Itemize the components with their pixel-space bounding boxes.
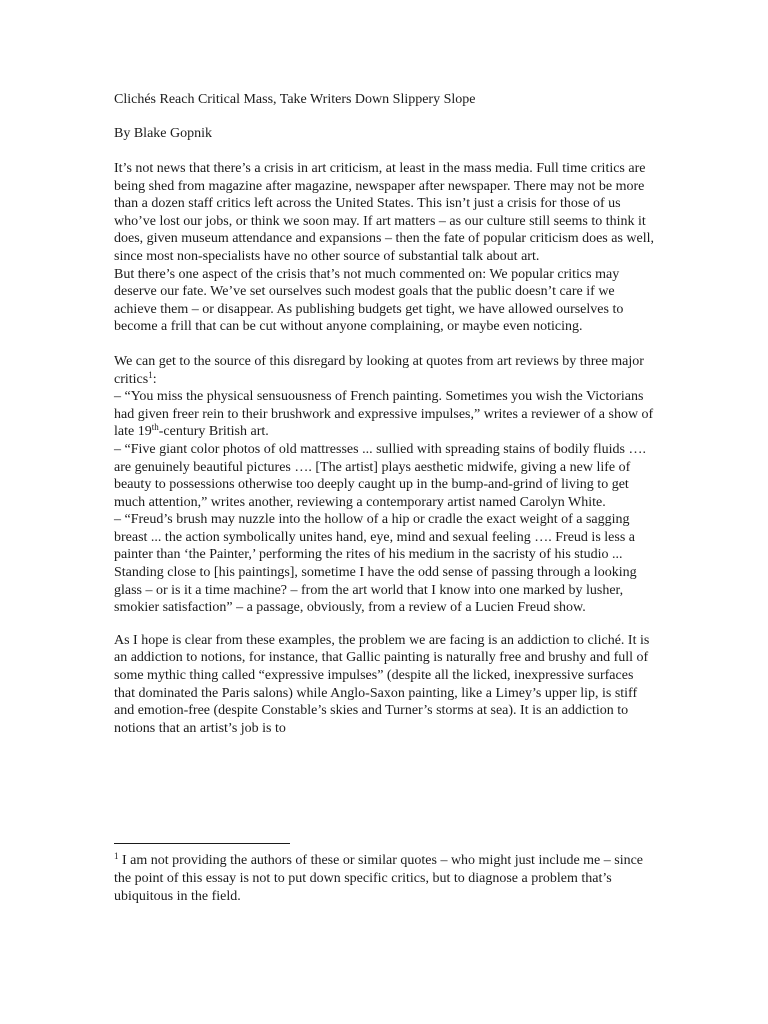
quote-1-superscript: th (151, 422, 159, 433)
paragraph-3-end: : (152, 371, 157, 387)
paragraph-3-text: We can get to the source of this disregard by looking at quotes from art reviews by three major critics (114, 353, 644, 387)
quote-1-text: – “You miss the physical sensuousness of French painting. Sometimes you wish the Victorians had given freer rein to their brushwork and expressive impulses,” writes a reviewer of a show of late 19 (114, 389, 654, 440)
article-title: Clichés Reach Critical Mass, Take Writers Down Slippery Slope (114, 92, 476, 107)
footnote-text: I am not providing the authors of these or similar quotes – who might just include me – since the point of this essay is not to put down specific critics, but to diagnose a problem that’s ubiquitous in the field. (114, 853, 644, 904)
quote-1-end: -century British art. (158, 424, 269, 440)
article-byline: By Blake Gopnik (114, 126, 212, 141)
paragraph-2: But there’s one aspect of the crisis that’s not much commented on: We popular critics may deserve our fate. We’ve set ourselves such modest goals that the public doesn’t care if we achieve them – or disappear. As publishing budgets get tight, we have allowed ourselves to become a frill that can be cut without anyone complaining, or maybe even noticing. (114, 266, 624, 335)
paragraph-1: It’s not news that there’s a crisis in art criticism, at least in the mass media. Full time critics are being shed from magazine after magazine, newspaper after newspaper. There may not be more than a dozen staff critics left across the United States. This isn’t just a crisis for those of us who’ve lost our jobs, or think we soon may. If art matters – as our culture still seems to think it does, given museum attendance and expansions – then the fate of popular criticism does as well, since most non-specialists have no other source of substantial talk about art. (114, 161, 655, 264)
article-body (114, 90, 654, 737)
footnote-marker: 1 (114, 851, 119, 861)
quote-2: – “Five giant color photos of old mattresses ... sullied with spreading stains of bodily fluids …. are genuinely beautiful pictures …. [The artist] plays aesthetic midwife, giving a new life of beauty to possessions otherwise too deeply caught up in the bump-and-grind of living to get much attention,” writes another, reviewing a contemporary artist named Carolyn White. (114, 441, 646, 510)
footnote-divider (114, 843, 290, 844)
footnote (114, 852, 654, 906)
quote-1 (114, 388, 654, 441)
paragraph-3 (114, 353, 654, 388)
paragraph-4: As I hope is clear from these examples, the problem we are facing is an addiction to cliché. It is an addiction to notions, for instance, that Gallic painting is naturally free and brushy and full of some mythic thing called “expressive impulses” (despite all the licked, inexpressive surfaces that dominated the Paris salons) while Anglo-Saxon painting, like a Limey’s upper lip, is stiff and emotion-free (despite Constable’s skies and Turner’s storms at sea). It is an addiction to notions that an artist’s job is to (114, 632, 650, 736)
footnote-reference[interactable]: 1 (148, 369, 153, 380)
quote-3: – “Freud’s brush may nuzzle into the hollow of a hip or cradle the exact weight of a sagging breast ... the action symbolically unites hand, eye, mind and sexual feeling …. Freud is less a painter than ‘the Painter,’ performing the rites of his medium in the sacristy of his studio ... Standing close to [his paintings], sometime I have the odd sense of passing through a looking glass – or is it a time machine? – from the art world that I know into one marked by lusher, smokier satisfaction” – a passage, obviously, from a review of a Lucien Freud show. (114, 512, 637, 616)
